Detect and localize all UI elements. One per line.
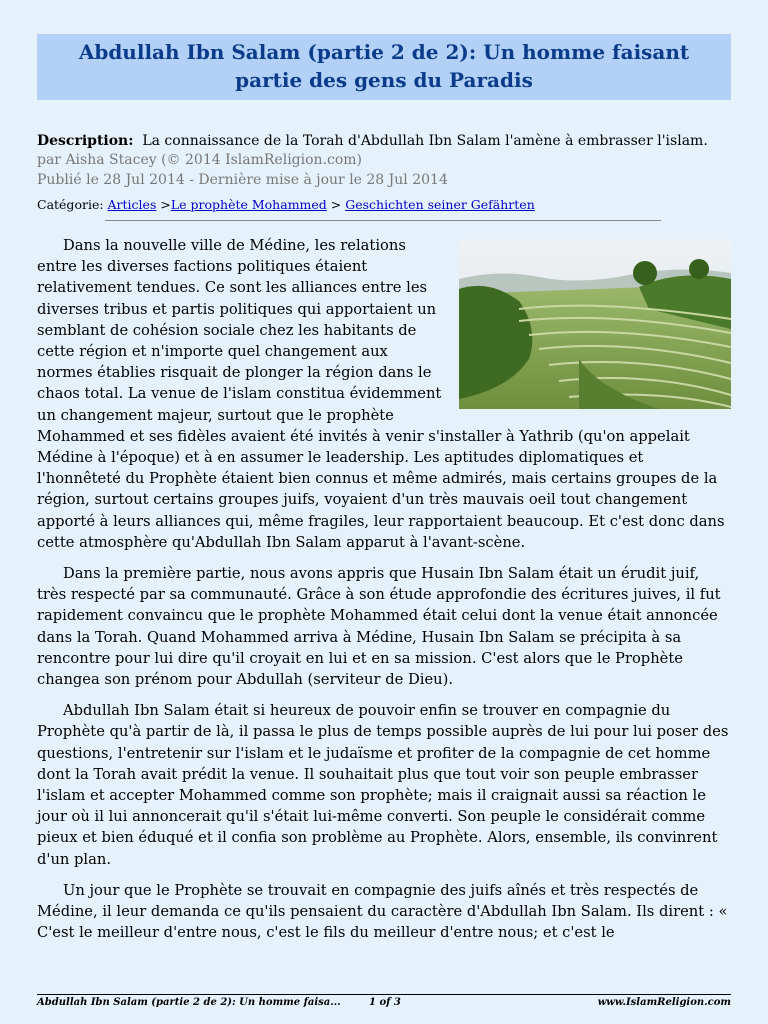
paragraph: Dans la première partie, nous avons appris que Husain Ibn Salam était un érudit juif, très respecté par sa communauté. Grâce à son étude approfondie des écritures juives, il fut rapidement convaincu que le prophète Mohammed était celui dont la venue était annoncée dans la Torah. Quand Mohammed arriva à Médine, Husain Ibn Salam se précipita à sa rencontre pour lui dire qu'il croyait en lui et en sa mission. C'est alors que le Prophète changea son prénom pour Abdullah (serviteur de Dieu).	[37, 565, 721, 689]
breadcrumb-separator: >	[330, 197, 342, 212]
article-title: Abdullah Ibn Salam (partie 2 de 2): Un homme faisant partie des gens du Paradis	[37, 34, 731, 100]
description	[37, 132, 731, 150]
category-link-articles[interactable]: Articles	[107, 197, 157, 212]
paragraph: Un jour que le Prophète se trouvait en compagnie des juifs aînés et très respectés de Médine, il leur demanda ce qu'ils pensaient du caractère d'Abdullah Ibn Salam. Ils dirent : « C'est le meilleur d'entre nous, c'est le fils du meilleur d'entre nous; et c'est le	[37, 881, 728, 942]
category-label: Catégorie:	[37, 197, 104, 212]
description-label: Description:	[37, 133, 134, 149]
divider	[105, 220, 661, 221]
author-line: par Aisha Stacey (© 2014 IslamReligion.com)	[37, 152, 363, 168]
paragraph: Dans la nouvelle ville de Médine, les relations entre les diverses factions politiques étaient relativement tendues. Ce sont les alliances entre les diverses tribus et partis politiques qui apportaient un semblant de cohésion sociale chez les habitants de cette région et n'importe quel changement aux normes établies risquait de plonger la région dans le chaos total. La venue de l'islam constitua évidemment un changement majeur, surtout que le prophète Mohammed et ses fidèles avaient été invités à venir s'installer à Yathrib (qu'on appelait Médine à l'époque) et à en assumer le leadership. Les aptitudes diplomatiques et l'honnêteté du Prophète étaient bien connus et même admirés, mais certains groupes de la région, surtout certains groupes juifs, voyaient d'un très mauvais oeil tout changement apporté à leurs alliances qui, même fragiles, leur rapportaient beaucoup. Et c'est donc dans cette atmosphère qu'Abdullah Ibn Salam apparut à l'avant-scène.	[37, 237, 725, 551]
description-text: La connaissance de la Torah d'Abdullah Ibn Salam l'amène à embrasser l'islam.	[142, 133, 708, 149]
category-link-prophet[interactable]: Le prophète Mohammed	[170, 197, 327, 212]
article-body	[37, 235, 731, 944]
footer-site: www.IslamReligion.com	[597, 997, 731, 1008]
category-link-stories[interactable]: Geschichten seiner Gefährten	[345, 197, 535, 212]
footer-page-number: 1 of 3	[369, 997, 401, 1008]
breadcrumb-separator: >	[160, 197, 171, 212]
rice-terraces-photo	[459, 239, 731, 409]
footer-title: Abdullah Ibn Salam (partie 2 de 2): Un homme faisa...	[37, 997, 341, 1008]
paragraph: Abdullah Ibn Salam était si heureux de pouvoir enfin se trouver en compagnie du Prophète qu'à partir de là, il passa le plus de temps possible auprès de lui pour lui poser des questions, l'entretenir sur l'islam et le judaïsme et profiter de la compagnie de cet homme dont la Torah avait prédit la venue. Il souhaitait plus que tout voir son peuple embrasser l'islam et accepter Mohammed comme son prophète; mais il craignait aussi sa réaction le jour où il lui annoncerait qu'il s'était lui-même converti. Son peuple le considérait comme pieux et bien éduqué et il confia son problème au Prophète. Alors, ensemble, ils convinrent d'un plan.	[37, 702, 729, 868]
article-page	[37, 34, 731, 954]
page-footer	[37, 994, 731, 1008]
category-breadcrumb	[37, 196, 731, 214]
published-line: Publié le 28 Jul 2014 - Dernière mise à jour le 28 Jul 2014	[37, 172, 448, 188]
